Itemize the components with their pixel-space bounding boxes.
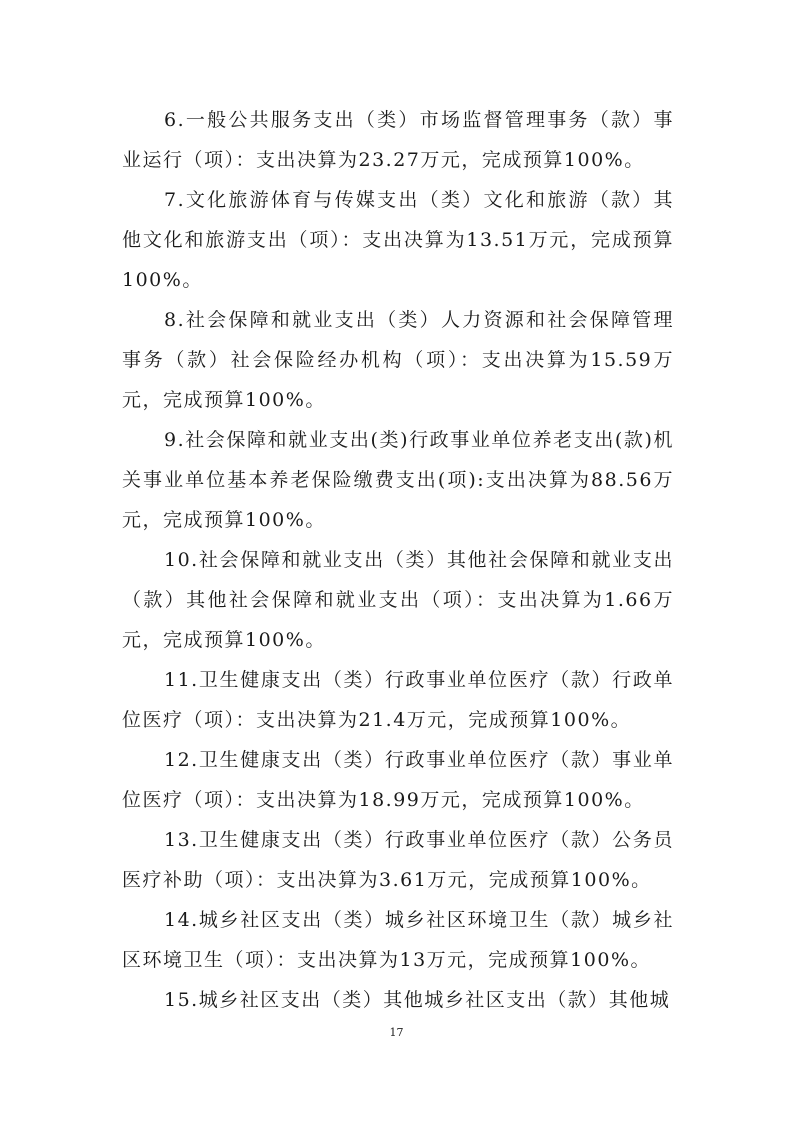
paragraph-item-7: 7.文化旅游体育与传媒支出（类）文化和旅游（款）其他文化和旅游支出（项）：支出决算为13.51万元，完成预算100%。 (122, 189, 674, 291)
paragraph-item-12: 12.卫生健康支出（类）行政事业单位医疗（款）事业单位医疗（项）：支出决算为18.99万元，完成预算100%。 (122, 749, 674, 811)
paragraph-item-10: 10.社会保障和就业支出（类）其他社会保障和就业支出（款）其他社会保障和就业支出（项）：支出决算为1.66万元，完成预算100%。 (122, 549, 674, 651)
paragraph-item-6: 6.一般公共服务支出（类）市场监督管理事务（款）事业运行（项）：支出决算为23.27万元，完成预算100%。 (122, 109, 674, 171)
paragraph-item-14: 14.城乡社区支出（类）城乡社区环境卫生（款）城乡社区环境卫生（项）：支出决算为13万元，完成预算100%。 (122, 909, 674, 971)
paragraph-item-9: 9.社会保障和就业支出(类)行政事业单位养老支出(款)机关事业单位基本养老保险缴费支出(项):支出决算为88.56万元，完成预算100%。 (122, 429, 674, 531)
paragraph-item-15: 15.城乡社区支出（类）其他城乡社区支出（款）其他城 (164, 989, 671, 1011)
page-number: 17 (389, 1026, 404, 1039)
document-body (122, 100, 674, 1020)
paragraph-item-11: 11.卫生健康支出（类）行政事业单位医疗（款）行政单位医疗（项）：支出决算为21.4万元，完成预算100%。 (122, 669, 674, 731)
paragraph-item-8: 8.社会保障和就业支出（类）人力资源和社会保障管理事务（款）社会保险经办机构（项）：支出决算为15.59万元，完成预算100%。 (122, 309, 674, 411)
paragraph-item-13: 13.卫生健康支出（类）行政事业单位医疗（款）公务员医疗补助（项）：支出决算为3.61万元，完成预算100%。 (122, 829, 674, 891)
